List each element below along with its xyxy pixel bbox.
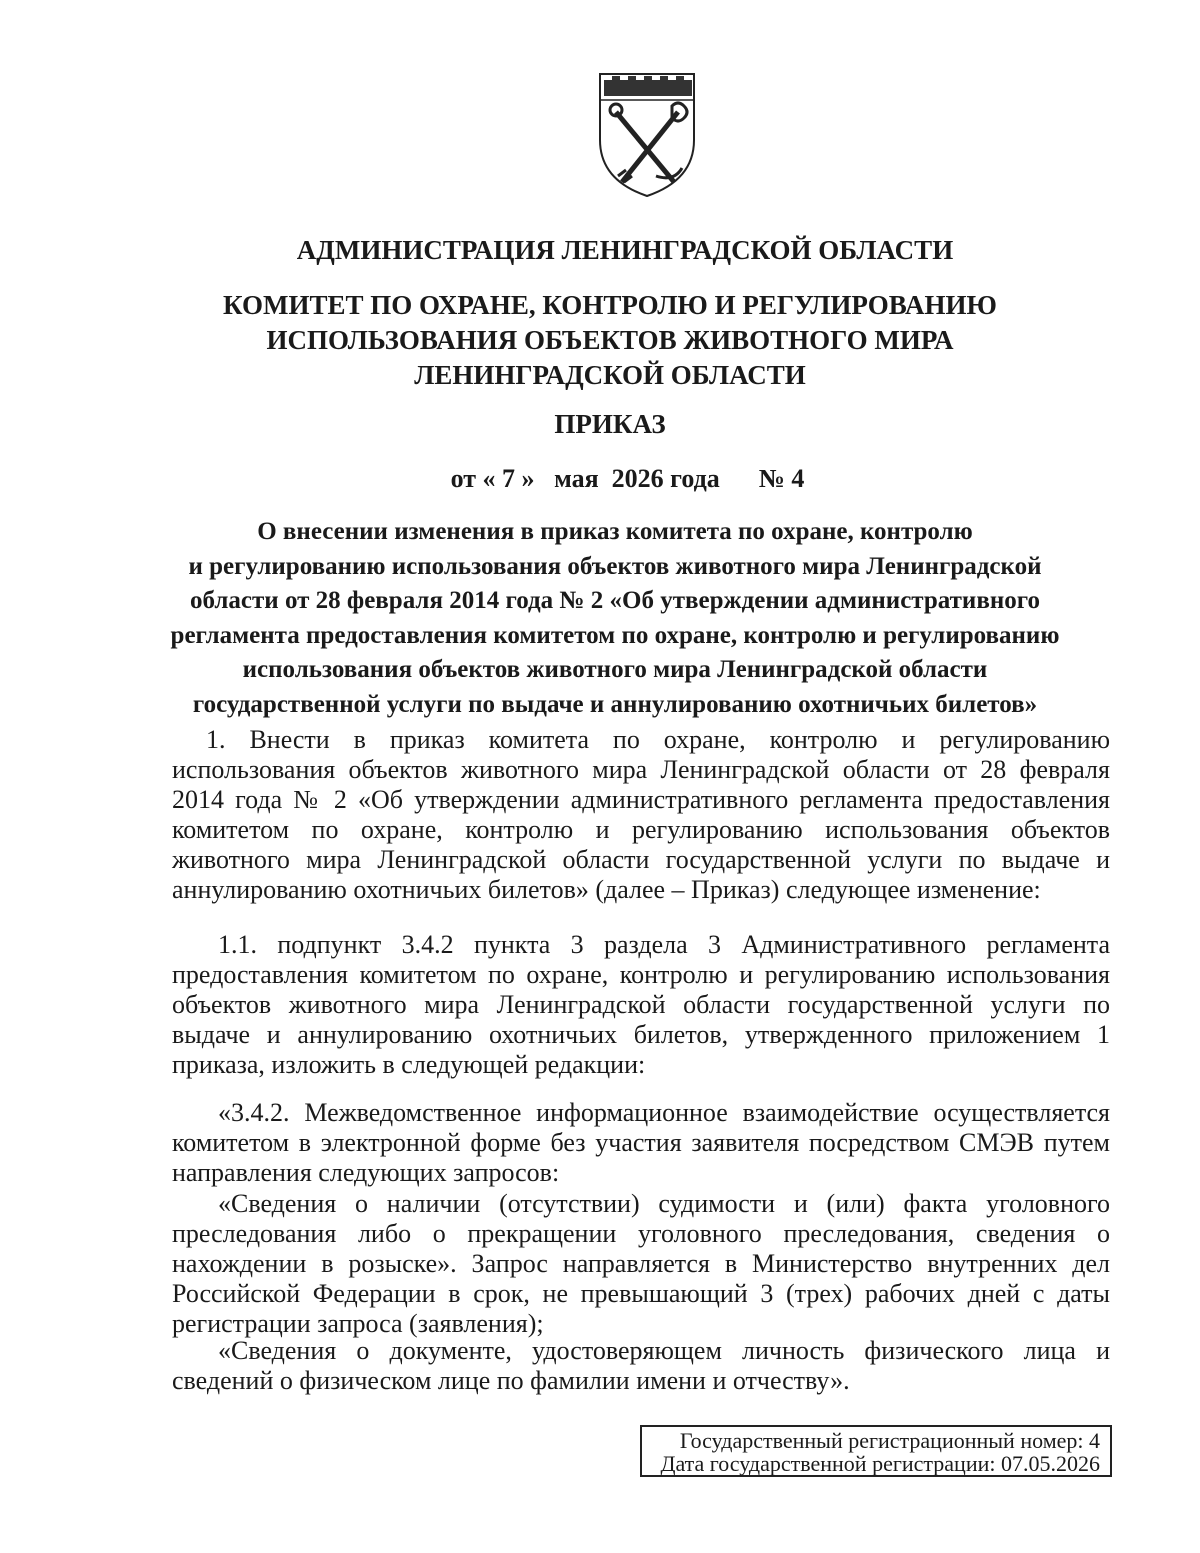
subject-line: использования объектов животного мира Ленинградской области [242,656,988,683]
order-number: № 4 [758,464,805,493]
date-prefix: от « 7 » [450,464,535,493]
committee-line: ЛЕНИНГРАДСКОЙ ОБЛАСТИ [414,360,806,390]
subject-line: и регулированию использования объектов животного мира Ленинградской [188,552,1042,580]
committee-line: КОМИТЕТ ПО ОХРАНЕ, КОНТРОЛЮ И РЕГУЛИРОВАНИЮ [223,290,997,320]
subject-line: О внесении изменения в приказ комитета по охране, контролю [257,518,973,545]
paragraph-1-1: 1.1. подпункт 3.4.2 пункта 3 раздела 3 Административного регламента предоставления комитетом по охране, контролю и регулированию использования объектов животного мира Ленинградской области государственной услуги по выдаче и аннулированию охотничьих билетов, утвержденного приложением 1 приказа, изложить в следующей редакции: [172,930,1110,1079]
subject-line: государственной услуги по выдаче и аннулированию охотничьих билетов» [192,690,1038,718]
subject-line: регламента предоставления комитетом по охране, контролю и регулированию [170,621,1060,649]
organization-name: АДМИНИСТРАЦИЯ ЛЕНИНГРАДСКОЙ ОБЛАСТИ [296,235,954,265]
order-subject [0,515,1200,722]
paragraph-request-criminal-record: «Сведения о наличии (отсутствии) судимости и (или) факта уголовного преследования либо о прекращении уголовного преследования, сведения о нахождении в розыске». Запрос направляется в Министерство внутренних дел Российской Федерации в срок, не превышающий 3 (трех) рабочих дней с даты регистрации запроса (заявления); [172,1189,1110,1338]
coat-of-arms-icon [594,70,700,200]
committee-name [0,288,1200,393]
paragraph-3-4-2: «3.4.2. Межведомственное информационное взаимодействие осуществляется комитетом в электронной форме без участия заявителя посредством СМЭВ путем направления следующих запросов: [172,1098,1110,1187]
registration-date: Дата государственной регистрации: 07.05.2026 [660,1451,1100,1476]
registration-stamp [640,1425,1112,1477]
paragraph-request-identity: «Сведения о документе, удостоверяющем личность физического лица и сведений о физическом лице по фамилии имени и отчеству». [172,1336,1110,1395]
date-month-year: мая 2026 года [554,464,720,493]
committee-line: ИСПОЛЬЗОВАНИЯ ОБЪЕКТОВ ЖИВОТНОГО МИРА [266,325,954,355]
document-type: ПРИКАЗ [554,409,666,439]
paragraph-1: 1. Внести в приказ комитета по охране, контролю и регулированию использования объектов животного мира Ленинградской области от 28 февраля 2014 года № 2 «Об утверждении административного регламента предоставления комитетом по охране, контролю и регулированию использования объектов животного мира Ленинградской области государственной услуги по выдаче и аннулированию охотничьих билетов» (далее – Приказ) следующее изменение: [172,725,1110,904]
order-date-line [0,461,1200,496]
registration-number: Государственный регистрационный номер: 4 [679,1428,1100,1453]
subject-line: области от 28 февраля 2014 года № 2 «Об утверждении административного [190,587,1040,614]
